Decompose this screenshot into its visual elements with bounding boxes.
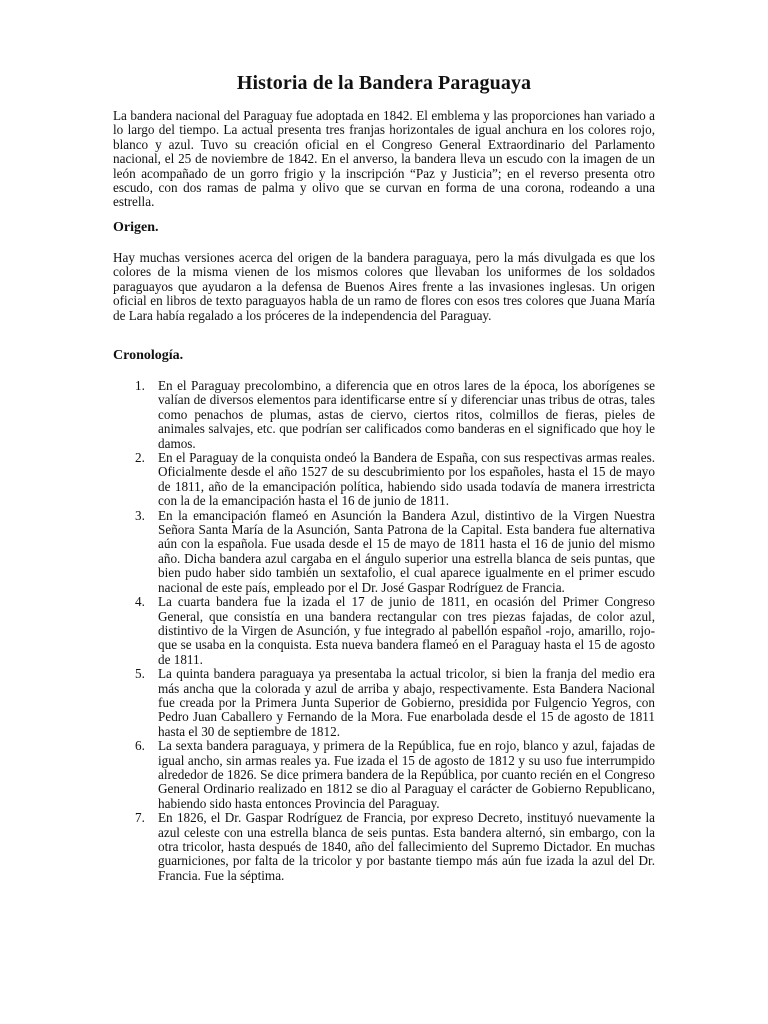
list-item bbox=[113, 811, 655, 883]
list-item-number: 4. bbox=[135, 594, 145, 610]
list-item bbox=[113, 595, 655, 667]
document-title: Historia de la Bandera Paraguaya bbox=[236, 72, 532, 94]
list-item-text: La quinta bandera paraguaya ya presentaba la actual tricolor, si bien la franja del medio era más ancha que la colorada y azul de arriba y abajo, respectivamente. Esta Bandera Nacional fue creada por la Primera Junta Superior de Gobierno, presidida por Fulgencio Yegros, con Pedro Juan Caballero y Fernando de la Mora. Fue enarbolada desde el 15 de agosto de 1811 hasta el 30 de septiembre de 1812. bbox=[158, 666, 655, 739]
intro-paragraph: La bandera nacional del Paraguay fue adoptada en 1842. El emblema y las proporciones han variado a lo largo del tiempo. La actual presenta tres franjas horizontales de igual anchura en los colores rojo, blanco y azul. Tuvo su creación oficial en el Congreso General Extraordinario del Parlamento nacional, el 25 de noviembre de 1842. En el anverso, la bandera lleva un escudo con la imagen de un león acompañado de un gorro frigio y la inscripción “Paz y Justicia”; en el reverso presenta otro escudo, con dos ramas de palma y olivo que se curvan en forma de una corona, rodeando a una estrella. bbox=[113, 108, 655, 210]
list-item bbox=[113, 451, 655, 509]
list-item bbox=[113, 739, 655, 811]
list-item bbox=[113, 379, 655, 451]
origen-heading: Origen. bbox=[113, 220, 159, 235]
list-item-text: En el Paraguay de la conquista ondeó la Bandera de España, con sus respectivas armas reales. Oficialmente desde el año 1527 de su descubrimiento por los españoles, hasta el 15 de mayo de 1811, año de la emancipación política, habiendo sido usada todavía de manera irrestricta con la de la emancipación hasta el 16 de junio de 1811. bbox=[158, 450, 655, 509]
list-item-text: En el Paraguay precolombino, a diferencia que en otros lares de la época, los aborígenes se valían de diversos elementos para identificarse entre sí y diferenciar unas tribus de otras, tales como penachos de plumas, astas de ciervo, ciertos ritos, colmillos de fieras, pieles de animales salvajes, etc. que podrían ser calificados como banderas en el significado que hoy le damos. bbox=[158, 378, 655, 451]
list-item-number: 5. bbox=[135, 666, 145, 682]
list-item-number: 7. bbox=[135, 810, 145, 826]
list-item-number: 6. bbox=[135, 738, 145, 754]
list-item-number: 1. bbox=[135, 378, 145, 393]
list-item-text: En 1826, el Dr. Gaspar Rodríguez de Francia, por expreso Decreto, instituyó nuevamente la azul celeste con una estrella blanca de seis puntas. Esta bandera alternó, sin embargo, con la otra tricolor, hasta después de 1840, año del fallecimiento del Supremo Dictador. En muchas guarniciones, por falta de la tricolor y por bastante tiempo más aún fue izada la azul del Dr. Francia. Fue la séptima. bbox=[158, 810, 655, 883]
cronologia-list bbox=[113, 379, 655, 883]
list-item-text: La sexta bandera paraguaya, y primera de la República, fue en rojo, blanco y azul, fajadas de igual ancho, sin armas reales ya. Fue izada el 15 de agosto de 1812 y su uso fue interrumpido alrededor de 1826. Se dice primera bandera de la República, por cuanto recién en el Congreso General Ordinario realizado en 1812 se dio al Paraguay el carácter de Gobierno Republicano, habiendo sido hasta entonces Provincia del Paraguay. bbox=[158, 738, 655, 811]
list-item-text: La cuarta bandera fue la izada el 17 de junio de 1811, en ocasión del Primer Congreso General, que consistía en una bandera rectangular con tres piezas fajadas, de color azul, distintivo de la Virgen de Asunción, y fue integrado al pabellón español -rojo, amarillo, rojo- que se usaba en la conquista. Esta nueva bandera flameó en el Paraguay hasta el 15 de agosto de 1811. bbox=[158, 594, 655, 667]
cronologia-heading: Cronología. bbox=[113, 348, 184, 363]
list-item bbox=[113, 667, 655, 739]
list-item-text: En la emancipación flameó en Asunción la Bandera Azul, distintivo de la Virgen Nuestra Señora Santa María de la Asunción, Santa Patrona de la Capital. Esta bandera fue alternativa aún con la española. Fue usada desde el 15 de mayo de 1811 hasta el 16 de junio del mismo año. Dicha bandera azul cargaba en el ángulo superior una estrella blanca de seis puntas, que bien pudo haber sido también un sextafolio, el cual aparece igualmente en el primer escudo nacional de este país, empleado por el Dr. José Gaspar Rodríguez de Francia. bbox=[158, 507, 655, 595]
list-item bbox=[113, 509, 655, 595]
list-item-number: 2. bbox=[135, 450, 145, 466]
origen-paragraph: Hay muchas versiones acerca del origen de la bandera paraguaya, pero la más divulgada es que los colores de la misma vienen de los mismos colores que llevaban los uniformes de los soldados paraguayos que ayudaron a la defensa de Buenos Aires frente a las invasiones inglesas. Un origen oficial en libros de texto paraguayos habla de un ramo de flores con esos tres colores que Juana María de Lara había regalado a los próceres de la independencia del Paraguay. bbox=[113, 250, 655, 323]
list-item-number: 3. bbox=[135, 507, 145, 523]
